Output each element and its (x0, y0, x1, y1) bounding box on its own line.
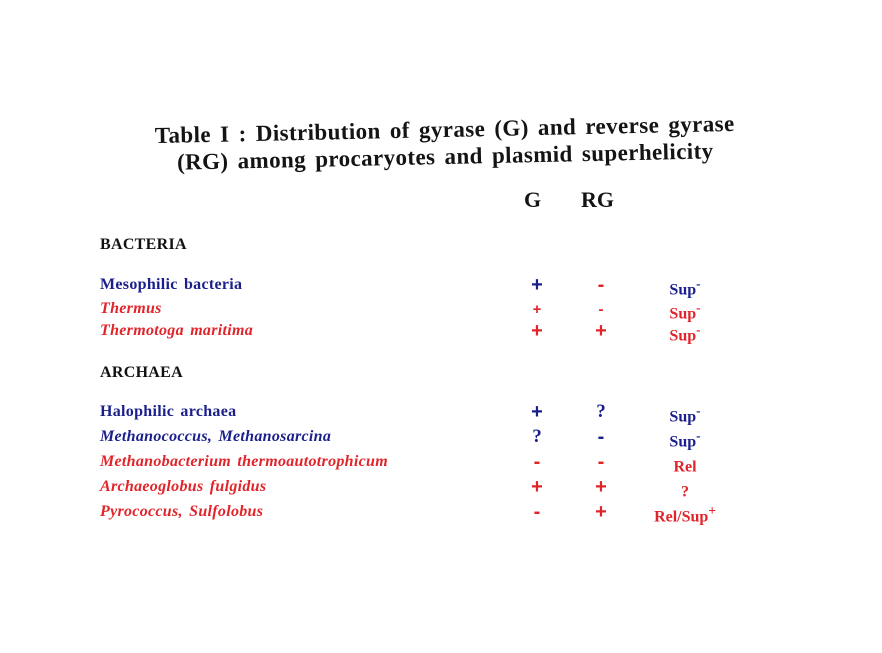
gyrase-value: + (532, 301, 542, 318)
superhelicity-value (640, 428, 730, 451)
gyrase-value: ? (532, 426, 542, 447)
table-row-methanobacterium (100, 453, 740, 477)
superhelicity-label: ? (681, 483, 689, 501)
superhelicity-label: Sup (669, 433, 697, 451)
reverse-gyrase-value: - (598, 301, 604, 318)
reverse-gyrase-value: + (595, 476, 607, 498)
superhelicity-value (640, 453, 730, 476)
reverse-gyrase-value: - (597, 274, 605, 296)
reverse-gyrase-value: + (595, 320, 607, 342)
superhelicity-label: Rel/Sup (654, 508, 709, 526)
organism-name: Thermus (100, 300, 162, 317)
reverse-gyrase-value: - (597, 451, 605, 473)
gyrase-value: + (531, 476, 543, 498)
superhelicity-label: Sup (669, 281, 697, 299)
table-title-line-2: (RG) among procaryotes and plasmid superhelicity (176, 138, 714, 175)
organism-name: Pyrococcus, Sulfolobus (100, 503, 264, 520)
organism-name: Methanobacterium thermoautotrophicum (100, 453, 388, 470)
superhelicity-label: Rel (673, 458, 697, 476)
section-label-archaea: ARCHAEA (100, 364, 183, 381)
column-header-g: G (524, 187, 542, 212)
superhelicity-value (640, 403, 730, 426)
superhelicity-label: Sup (669, 305, 697, 323)
section-label-bacteria: BACTERIA (100, 236, 187, 253)
superhelicity-sign: - (696, 428, 701, 443)
superhelicity-sign: - (696, 403, 701, 418)
superhelicity-label: Sup (669, 327, 697, 345)
superhelicity-value (640, 322, 730, 345)
table-title-line-1: Table I : Distribution of gyrase (G) and reverse gyrase (154, 110, 735, 149)
superhelicity-sign: - (696, 276, 701, 291)
table-row-halophilic-archaea (100, 403, 740, 427)
table-row-thermotoga-maritima (100, 322, 740, 346)
superhelicity-label: Sup (669, 408, 697, 426)
column-header-rg: RG (581, 187, 614, 212)
table-row-methanococcus-methanosarcina (100, 428, 740, 452)
table-row-archaeoglobus-fulgidus (100, 478, 740, 502)
superhelicity-sign: - (696, 322, 701, 337)
superhelicity-value (640, 276, 730, 299)
organism-name: Methanococcus, Methanosarcina (100, 428, 332, 445)
table-row-thermus (100, 300, 740, 324)
gyrase-value: + (531, 320, 543, 342)
table-row-mesophilic-bacteria (100, 276, 740, 300)
reverse-gyrase-value: + (595, 501, 607, 523)
gyrase-value: - (533, 451, 541, 473)
gyrase-value: + (531, 401, 543, 423)
reverse-gyrase-value: ? (596, 401, 606, 422)
gyrase-value: - (533, 501, 541, 523)
organism-name: Thermotoga maritima (100, 322, 254, 339)
table-row-pyrococcus-sulfolobus (100, 503, 740, 527)
organism-name: Archaeoglobus fulgidus (100, 478, 267, 495)
superhelicity-value (640, 503, 730, 526)
superhelicity-sign: + (708, 503, 716, 518)
reverse-gyrase-value: - (597, 426, 605, 448)
superhelicity-value (640, 478, 730, 501)
organism-name: Mesophilic bacteria (100, 276, 243, 293)
superhelicity-sign: - (696, 300, 701, 315)
organism-name: Halophilic archaea (100, 403, 237, 420)
table-title (100, 109, 791, 177)
superhelicity-value (640, 300, 730, 323)
gyrase-value: + (531, 274, 543, 296)
